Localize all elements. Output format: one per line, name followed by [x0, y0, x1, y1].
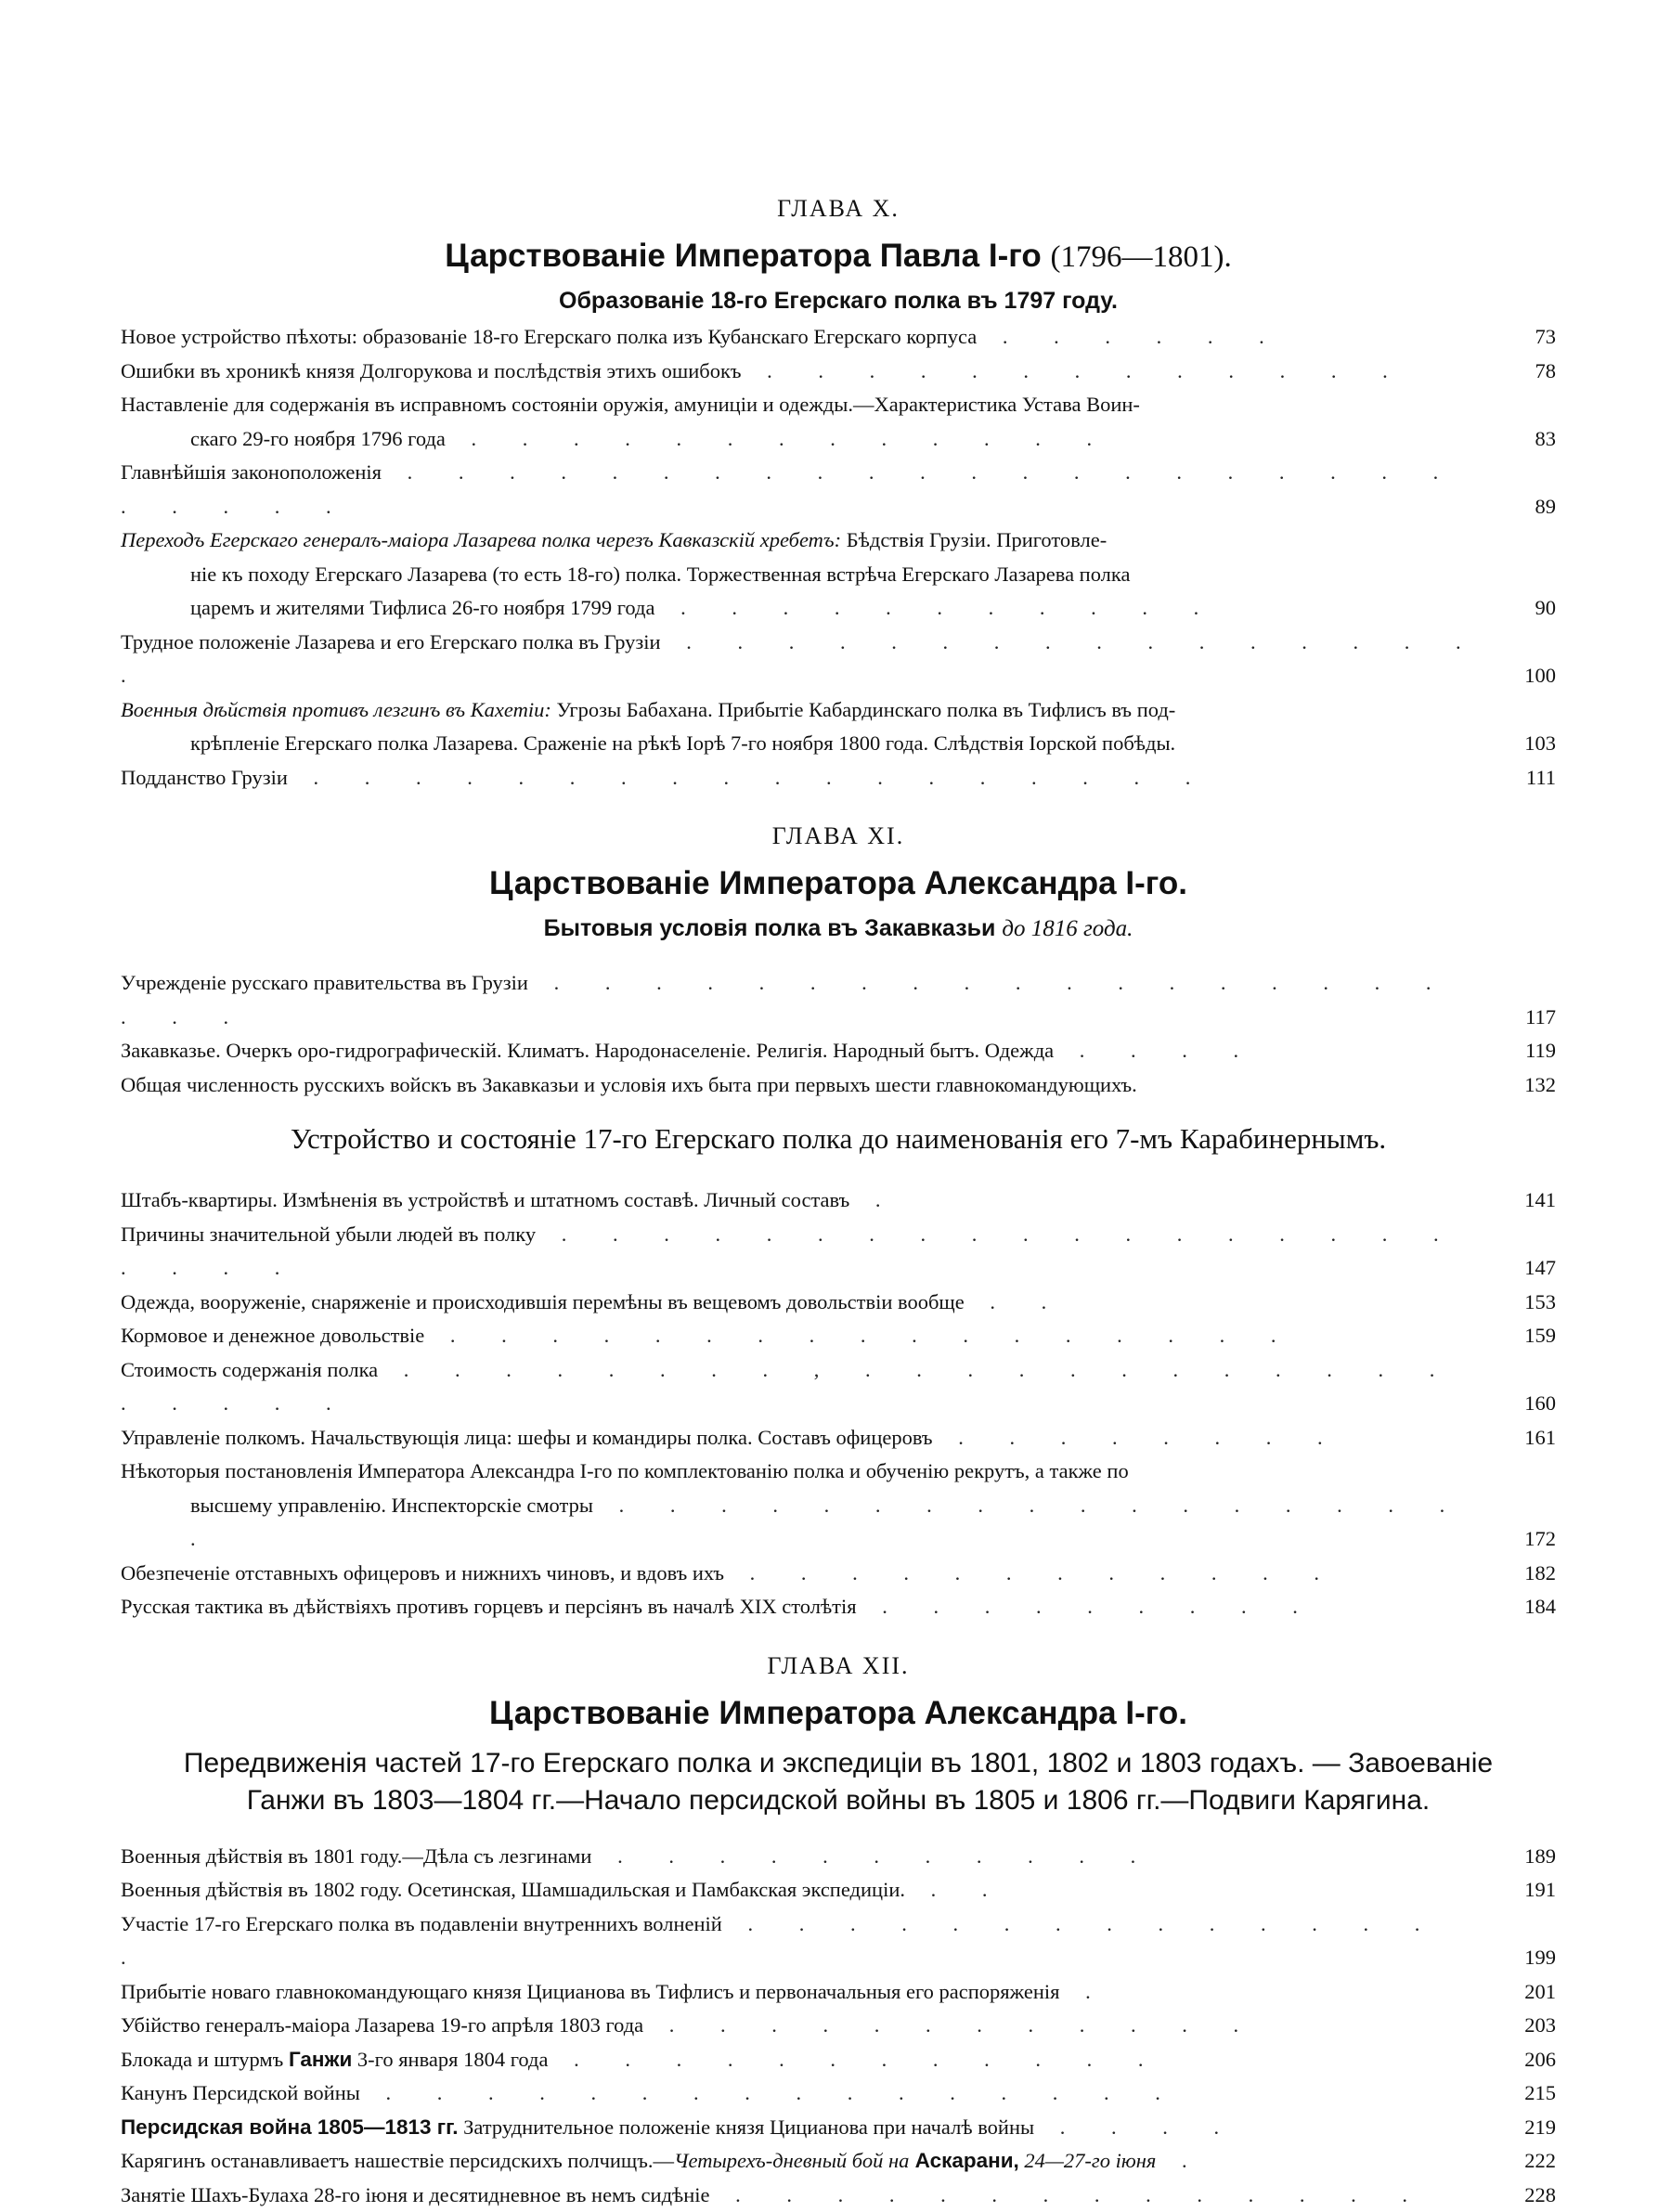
toc-entry-text	[121, 1421, 1491, 1455]
toc-entry-line: Наставленіе для содержанія въ исправномъ состояніи оружія, амуниціи и одежды.—Характеристика Устава Воин-	[121, 393, 1140, 416]
toc-entry-title: Русская тактика въ дѣйствіяхъ противъ горцевъ и персіянъ въ началѣ XIX столѣтія	[121, 1595, 857, 1618]
toc-entry	[121, 2144, 1556, 2179]
toc-entry	[121, 320, 1556, 355]
toc-page-number: 132	[1491, 1068, 1556, 1103]
toc-page-number: 161	[1491, 1421, 1556, 1455]
toc-entry-text	[121, 2009, 1491, 2043]
dot-leader: . . . .	[1054, 1039, 1259, 1062]
toc-entry-title: Участіе 17-го Егерскаго полка въ подавленіи внутреннихъ волненій	[121, 1912, 722, 1935]
toc-entry-line: крѣпленіе Егерскаго полка Лазарева. Сраженіе на рѣкѣ Іорѣ 7-го ноября 1800 года. Слѣдствія Іорской побѣды.	[190, 731, 1175, 755]
toc-entry-text	[121, 2076, 1491, 2111]
toc-entry-title: Обезпеченіе отставныхъ офицеровъ и нижнихъ чиновъ, и вдовъ ихъ	[121, 1561, 724, 1585]
toc-entry-line: 3-го января 1804 года	[352, 2048, 548, 2071]
toc-page-number: 201	[1491, 1975, 1556, 2010]
dot-leader: .	[849, 1188, 900, 1211]
toc-entry-text	[121, 1908, 1491, 1975]
toc-entry-text	[121, 1975, 1491, 2010]
dot-leader: . . . . . . . . . . .	[591, 1844, 1156, 1868]
chapter-heading: ГЛАВА XII.	[121, 1652, 1556, 1680]
toc-entry-text	[121, 1286, 1491, 1320]
dot-leader: . .	[905, 1878, 1008, 1901]
toc-entry-text	[121, 626, 1491, 693]
toc-entry	[121, 693, 1556, 761]
toc-page-number: 111	[1491, 761, 1556, 796]
dot-leader: . . . . . . . . . . . . . . . . . . . . . . . . . .	[121, 460, 1458, 518]
toc-entry	[121, 2111, 1556, 2145]
toc-entry-title: Прибытіе новаго главнокомандующаго князя Цицианова въ Тифлисъ и первоначальныя его распоряженія	[121, 1980, 1060, 2003]
toc-entry	[121, 1975, 1556, 2010]
toc-entry	[121, 2179, 1556, 2212]
toc-page-number: 182	[1491, 1557, 1556, 1591]
toc-entry-continuation	[121, 558, 1491, 592]
toc-page-number: 153	[1491, 1286, 1556, 1320]
dot-leader: . . . . . . . . . . . . . . . . .	[121, 630, 1482, 688]
toc-page-number: 189	[1491, 1840, 1556, 1874]
dot-leader: . . . . . . . . . . . .	[643, 2013, 1259, 2037]
toc-entry-text	[121, 320, 1491, 355]
toc-page-number: 89	[1491, 490, 1556, 524]
section-subtitle: Образованіе 18-го Егерскаго полка въ 1797 году.	[121, 288, 1556, 315]
toc-list	[121, 966, 1556, 1102]
dot-leader: . . . . . . . . . . . . . . . . .	[424, 1324, 1296, 1347]
toc-entry-title: Военныя дѣйствія въ 1802 году. Осетинская, Шамшадильская и Памбакская экспедиціи.	[121, 1878, 905, 1901]
toc-entry	[121, 524, 1556, 626]
dot-leader: .	[1156, 2149, 1207, 2172]
dot-leader: . . . . . . . . . . . .	[548, 2048, 1163, 2071]
toc-page-number: 159	[1491, 1319, 1556, 1353]
toc-entry	[121, 1840, 1556, 1874]
toc-entry-continuation	[121, 422, 1491, 457]
dot-leader: . . . . . . . .	[933, 1426, 1343, 1449]
toc-page-number: 100	[1491, 659, 1556, 693]
toc-entry-text	[121, 2179, 1491, 2212]
section-subtitle-text: Бытовыя условія полка въ Закавказьи	[544, 915, 996, 941]
section-subtitle-line: Ганжи въ 1803—1804 гг.—Начало персидской войны въ 1805 и 1806 гг.—Подвиги Карягина.	[121, 1782, 1556, 1819]
toc-page-number: 83	[1491, 422, 1556, 457]
toc-entry-italic: Переходъ Егерскаго генералъ-маіора Лазарева полка черезъ Кавказскій хребетъ:	[121, 528, 841, 551]
toc-page-number: 119	[1491, 1034, 1556, 1068]
toc-page-number: 147	[1491, 1251, 1556, 1286]
toc-entry-title: Причины значительной убыли людей въ полку	[121, 1222, 536, 1246]
toc-list	[121, 320, 1556, 795]
dot-leader: . .	[965, 1290, 1068, 1313]
dot-leader: . . . . . . . . . . . . . . . . . .	[190, 1494, 1465, 1551]
dot-leader: . . . . . . . . . . . . . . .	[121, 1912, 1440, 1970]
toc-entry-continuation	[121, 727, 1491, 761]
toc-entry-bold: Персидская война 1805—1813 гг.	[121, 2115, 459, 2139]
toc-page-number: 117	[1491, 1001, 1556, 1035]
dot-leader: . . . . . . . . , . . . . . . . . . . . . . . . . .	[121, 1358, 1455, 1416]
toc-entry-text	[121, 456, 1491, 524]
toc-page-number: 219	[1491, 2111, 1556, 2145]
toc-entry-title: Учрежденіе русскаго правительства въ Грузіи	[121, 971, 528, 994]
toc-entry-line: Нѣкоторыя постановленія Императора Александра I-го по комплектованію полка и обученію рекрутъ, а также по	[121, 1459, 1129, 1482]
toc-entry-text	[121, 1590, 1491, 1624]
toc-entry	[121, 626, 1556, 693]
toc-entry-line: Карягинъ останавливаетъ нашествіе персидскихъ полчищъ.—	[121, 2149, 674, 2172]
dot-leader: . . . . . . . . . . . . .	[446, 427, 1112, 450]
section-subtitle: Устройство и состояніе 17-го Егерскаго полка до наименованія его 7-мъ Карабинернымъ.	[121, 1122, 1556, 1156]
toc-page-number: 90	[1491, 591, 1556, 626]
toc-entry-text	[121, 2111, 1491, 2145]
toc-entry-text	[121, 355, 1491, 389]
toc-page-number: 160	[1491, 1387, 1556, 1421]
toc-entry-title: Военныя дѣйствія въ 1801 году.—Дѣла съ лезгинами	[121, 1844, 591, 1868]
reign-title: Царствованіе Императора Александра I-го.	[121, 865, 1556, 902]
dot-leader: .	[1060, 1980, 1111, 2003]
toc-entry	[121, 1873, 1556, 1908]
toc-list	[121, 1840, 1556, 2212]
toc-entry-title: Одежда, вооруженіе, снаряженіе и происходившія перемѣны въ вещевомъ довольствіи вообще	[121, 1290, 965, 1313]
toc-entry-italic: 24—27-го іюня	[1019, 2149, 1157, 2172]
toc-entry-title: Новое устройство пѣхоты: образованіе 18-го Егерскаго полка изъ Кубанскаго Егерскаго корпуса	[121, 325, 977, 348]
toc-entry-bold: Ганжи	[289, 2048, 352, 2071]
toc-entry	[121, 2009, 1556, 2043]
toc-entry-title: Штабъ-квартиры. Измѣненія въ устройствѣ и штатномъ составѣ. Личный составъ	[121, 1188, 849, 1211]
toc-entry-title: Убійство генералъ-маіора Лазарева 19-го апрѣля 1803 года	[121, 2013, 643, 2037]
toc-page-number: 172	[1491, 1522, 1556, 1557]
toc-entry	[121, 2043, 1556, 2077]
toc-entry-line: Затруднительное положеніе князя Цицианова при началѣ войны	[459, 2115, 1035, 2139]
dot-leader: . . . . . . . . . . . . . . . . . . . . . .	[121, 1222, 1459, 1280]
toc-entry	[121, 1590, 1556, 1624]
toc-entry	[121, 1286, 1556, 1320]
toc-entry	[121, 1068, 1556, 1103]
toc-page-number: 222	[1491, 2144, 1556, 2179]
toc-entry-italic: Четырехъ-дневный бой на	[674, 2149, 909, 2172]
toc-entry-text	[121, 1557, 1491, 1591]
toc-entry-text	[121, 1319, 1491, 1353]
toc-page-number: 73	[1491, 320, 1556, 355]
toc-entry-title: Трудное положеніе Лазарева и его Егерскаго полка въ Грузіи	[121, 630, 661, 653]
toc-entry-line: царемъ и жителями Тифлиса 26-го ноября 1799 года	[190, 596, 654, 619]
toc-page-number: 228	[1491, 2179, 1556, 2212]
dot-leader: . . . . . .	[977, 325, 1285, 348]
toc-entry	[121, 966, 1556, 1034]
toc-entry-text	[121, 388, 1491, 456]
toc-entry	[121, 456, 1556, 524]
section-subtitle	[121, 915, 1556, 942]
dot-leader: . . . . . . . . .	[857, 1595, 1318, 1618]
section-subtitle-line: Передвиженія частей 17-го Егерскаго полка и экспедиціи въ 1801, 1802 и 1803 годахъ. — Завоеваніе	[121, 1745, 1556, 1782]
toc-page-number: 78	[1491, 355, 1556, 389]
toc-page-number: 199	[1491, 1941, 1556, 1975]
toc-entry-line: Блокада и штурмъ	[121, 2048, 289, 2071]
toc-entry	[121, 1034, 1556, 1068]
toc-entry-text	[121, 1353, 1491, 1421]
dot-leader: . . . .	[1034, 2115, 1239, 2139]
dot-leader: . . . . . . . . . . . . . .	[710, 2183, 1429, 2206]
toc-entry-text	[121, 1455, 1491, 1557]
toc-entry-line: высшему управленію. Инспекторскіе смотры	[190, 1494, 593, 1517]
toc-entry-title: Управленіе полкомъ. Начальствующія лица: шефы и командиры полка. Составъ офицеровъ	[121, 1426, 933, 1449]
toc-entry-title: Закавказье. Очеркъ оро-гидрографическій. Климатъ. Народонаселеніе. Религія. Народный бытъ. Одежда	[121, 1039, 1054, 1062]
toc-entry-text	[121, 1034, 1491, 1068]
toc-entry-title: Подданство Грузіи	[121, 766, 288, 789]
toc-entry	[121, 1908, 1556, 1975]
toc-list	[121, 1184, 1556, 1624]
toc-entry-text	[121, 2144, 1491, 2179]
toc-entry	[121, 1353, 1556, 1421]
toc-entry-line: Бѣдствія Грузіи. Приготовле-	[841, 528, 1107, 551]
toc-entry-title: Главнѣйшія законоположенія	[121, 460, 382, 484]
toc-page-number: 206	[1491, 2043, 1556, 2077]
toc-page-number: 103	[1491, 727, 1556, 761]
toc-entry	[121, 1421, 1556, 1455]
toc-entry-title: Общая численность русскихъ войскъ въ Закавказьи и условія ихъ быта при первыхъ шести главнокомандующихъ.	[121, 1073, 1137, 1096]
dot-leader: . . . . . . . . . . . . . . . . . .	[288, 766, 1211, 789]
toc-entry	[121, 761, 1556, 796]
toc-entry	[121, 2076, 1556, 2111]
toc-entry-line: ніе къ походу Егерскаго Лазарева (то есть 18-го) полка. Торжественная встрѣча Егерскаго Лазарева полка	[190, 563, 1130, 586]
dot-leader: . . . . . . . . . . . . .	[742, 359, 1408, 382]
toc-entry-text	[121, 2043, 1491, 2077]
toc-entry-text	[121, 1068, 1491, 1103]
toc-entry	[121, 388, 1556, 456]
toc-entry-bold: Аскарани,	[909, 2149, 1018, 2172]
toc-entry-text	[121, 1840, 1491, 1874]
toc-entry-text	[121, 693, 1491, 761]
toc-entry-title: Канунъ Персидской войны	[121, 2081, 360, 2104]
toc-entry	[121, 1455, 1556, 1557]
dot-leader: . . . . . . . . . . .	[654, 596, 1219, 619]
toc-entry-continuation	[121, 1489, 1491, 1557]
reign-title	[121, 238, 1556, 275]
chapter-heading: ГЛАВА X.	[121, 195, 1556, 223]
toc-entry	[121, 1557, 1556, 1591]
reign-title-text: Царствованіе Императора Павла I-го	[445, 238, 1041, 274]
toc-entry-text	[121, 966, 1491, 1034]
toc-entry-title: Кормовое и денежное довольствіе	[121, 1324, 424, 1347]
toc-entry-title: Занятіе Шахъ-Булаха 28-го іюня и десятидневное въ немъ сидѣніе	[121, 2183, 710, 2206]
toc-entry-text	[121, 761, 1491, 796]
toc-page-number: 141	[1491, 1184, 1556, 1218]
section-subtitle	[121, 1745, 1556, 1819]
toc-entry-text	[121, 524, 1491, 626]
toc-entry-line: Угрозы Бабахана. Прибытіе Кабардинскаго полка въ Тифлисъ въ под-	[551, 698, 1175, 721]
reign-years: (1796—1801).	[1050, 240, 1231, 274]
dot-leader: . . . . . . . . . . . .	[724, 1561, 1340, 1585]
toc-page-number: 191	[1491, 1873, 1556, 1908]
toc-page-number: 203	[1491, 2009, 1556, 2043]
toc-page-number: 184	[1491, 1590, 1556, 1624]
toc-entry-text	[121, 1184, 1491, 1218]
toc-entry	[121, 1184, 1556, 1218]
toc-entry-line: скаго 29-го ноября 1796 года	[190, 427, 446, 450]
toc-entry-continuation	[121, 591, 1491, 626]
reign-title: Царствованіе Императора Александра I-го.	[121, 1695, 1556, 1732]
toc-entry-italic: Военныя дѣйствія противъ лезгинъ въ Кахетіи:	[121, 698, 551, 721]
dot-leader: . . . . . . . . . . . . . . . . . . . . .	[121, 971, 1451, 1028]
toc-entry-title: Ошибки въ хроникѣ князя Долгорукова и послѣдствія этихъ ошибокъ	[121, 359, 742, 382]
toc-entry-title: Стоимость содержанія полка	[121, 1358, 378, 1381]
chapter-heading: ГЛАВА XI.	[121, 822, 1556, 850]
toc-entry	[121, 1319, 1556, 1353]
toc-entry	[121, 1218, 1556, 1286]
section-subtitle-italic: до 1816 года.	[1002, 916, 1133, 941]
toc-entry	[121, 355, 1556, 389]
toc-entry-text	[121, 1218, 1491, 1286]
dot-leader: . . . . . . . . . . . . . . . .	[360, 2081, 1181, 2104]
toc-page-number: 215	[1491, 2076, 1556, 2111]
toc-entry-text	[121, 1873, 1491, 1908]
